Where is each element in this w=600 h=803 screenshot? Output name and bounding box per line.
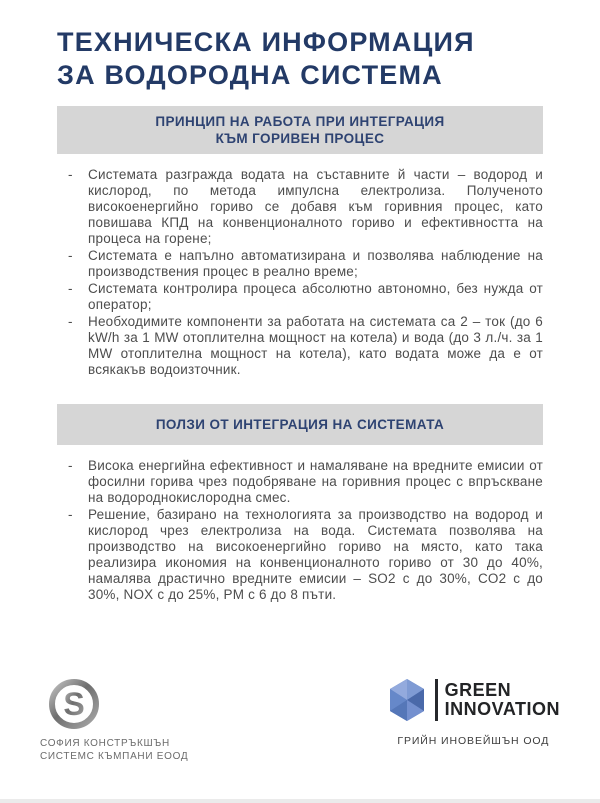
page-title-line1: ТЕХНИЧЕСКА ИНФОРМАЦИЯ	[57, 27, 475, 57]
green-innovation-lockup	[387, 678, 560, 722]
list-item	[68, 281, 543, 313]
caption-line1: СОФИЯ КОНСТРЪКШЪН	[40, 738, 170, 749]
wordmark-line2: INNOVATION	[444, 699, 560, 719]
bullet-marker: -	[68, 167, 73, 182]
green-innovation-wordmark	[445, 681, 560, 719]
sofia-construction-caption	[40, 737, 188, 763]
bullet-marker: -	[68, 458, 73, 473]
section1-heading-line2: КЪМ ГОРИВЕН ПРОЦЕС	[215, 131, 385, 146]
list-item	[68, 314, 543, 378]
bullet-text: Висока енергийна ефективност и намаляване на вредните емисии от фосилни горива чрез подобряване на горивния процес с впръскване на водороднокислородна смес.	[88, 458, 543, 505]
section1-heading	[57, 106, 543, 154]
section1-heading-line1: ПРИНЦИП НА РАБОТА ПРИ ИНТЕГРАЦИЯ	[155, 114, 445, 129]
sofia-construction-brand	[40, 678, 188, 763]
list-item	[68, 458, 543, 506]
bullet-marker: -	[68, 281, 73, 296]
page-title	[57, 26, 543, 92]
green-innovation-brand	[387, 678, 560, 747]
list-item	[68, 167, 543, 247]
bullet-text: Системата разгражда водата на съставните й части – водород и кислород, по метода импулсна електролиза. Полученото високоенергийно гориво се добавя към горивния процес, като повишава КПД на конвенционалното гориво и ефективността на процеса на горене;	[88, 167, 543, 246]
bullet-marker: -	[68, 507, 73, 522]
caption-line2: СИСТЕМС КЪМПАНИ ЕООД	[40, 751, 189, 762]
faceted-hexagon-icon	[387, 678, 427, 722]
page-bottom-edge	[0, 799, 600, 803]
list-item	[68, 248, 543, 280]
section1-bullet-list	[57, 167, 543, 378]
footer	[40, 678, 560, 763]
bullet-text: Решение, базирано на технологията за производство на водород и кислород чрез електролиза на вода. Системата позволява на производство на високоенергийно гориво на място, като така реализира икономия на конвенционалното гориво от 30 до 40%, намалява драстично вредните емисии – SO2 с до 30%, CO2 с до 30%, NOX с до 25%, PM с 6 до 8 пъти.	[88, 507, 543, 602]
section2-bullet-list	[57, 458, 543, 603]
bullet-text: Системата контролира процеса абсолютно автономно, без нужда от оператор;	[88, 281, 543, 312]
wordmark-line1: GREEN	[444, 680, 512, 700]
list-item	[68, 507, 543, 603]
page-title-line2: ЗА ВОДОРОДНА СИСТЕМА	[57, 60, 443, 90]
section2-heading-line1: ПОЛЗИ ОТ ИНТЕГРАЦИЯ НА СИСТЕМАТА	[155, 417, 445, 432]
bullet-text: Системата е напълно автоматизирана и позволява наблюдение на производствения процес в реално време;	[88, 248, 543, 279]
bullet-marker: -	[68, 314, 73, 329]
bullet-marker: -	[68, 248, 73, 263]
logo-divider-bar	[435, 679, 438, 721]
section2-heading	[57, 404, 543, 445]
svg-text:S: S	[63, 686, 85, 722]
green-innovation-caption: ГРИЙН ИНОВЕЙШЪН ООД	[397, 735, 550, 747]
s-circle-logo-icon	[48, 678, 100, 730]
bullet-text: Необходимите компоненти за работата на системата са 2 – ток (до 6 kW/h за 1 MW отоплителна мощност на котела) и вода (до 3 л./ч. за 1 MW отоплителна мощност на котела), като водата може да е от всякакъв водоизточник.	[88, 314, 543, 377]
